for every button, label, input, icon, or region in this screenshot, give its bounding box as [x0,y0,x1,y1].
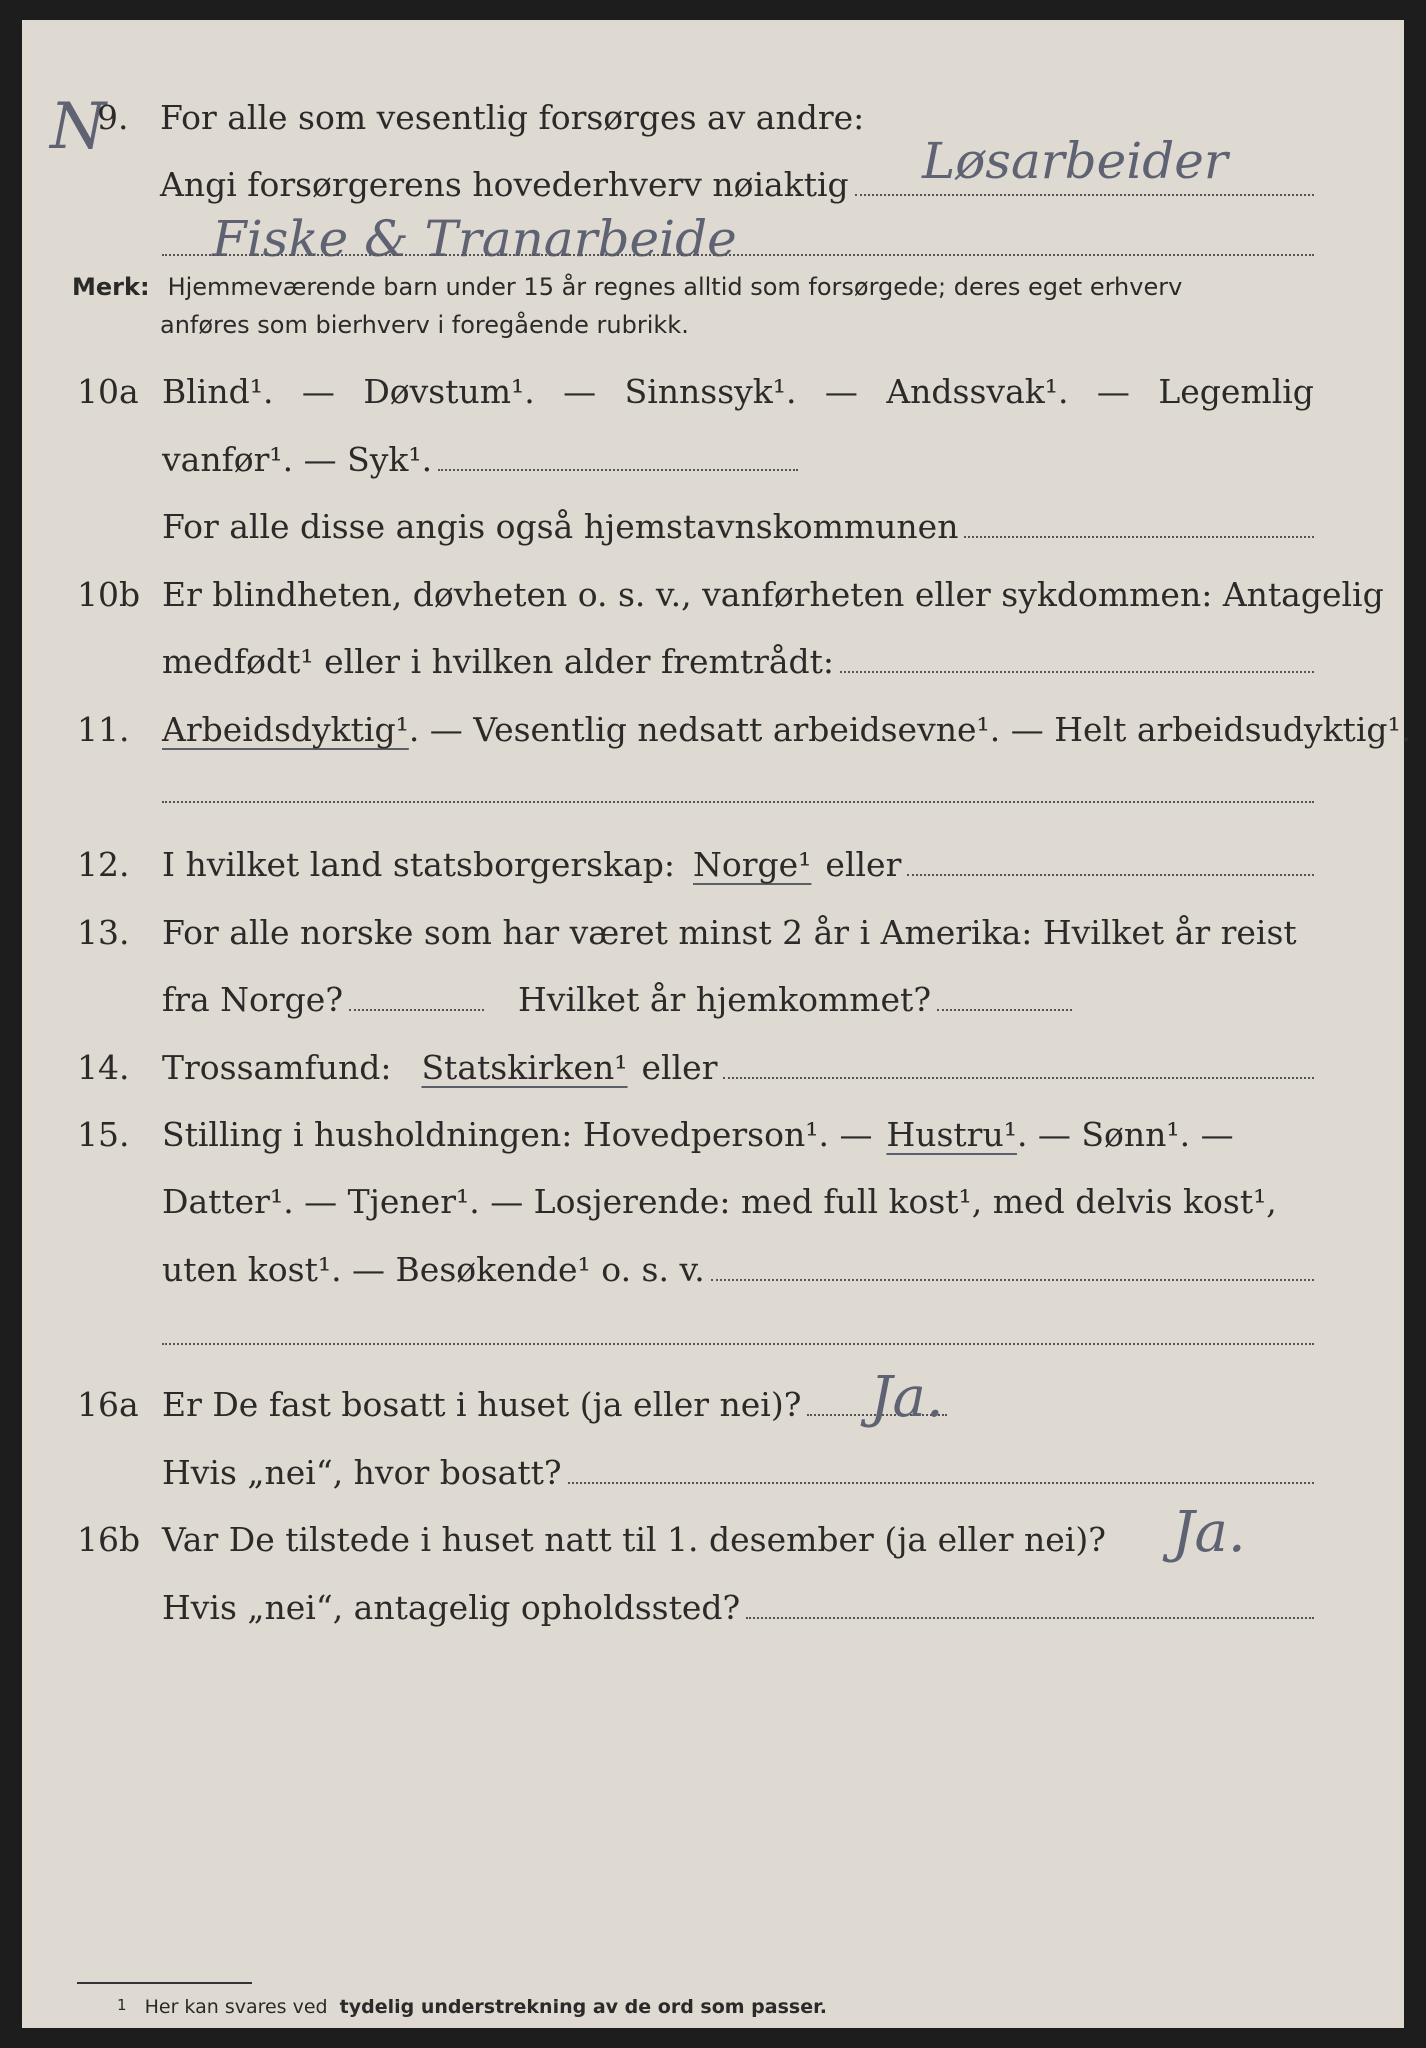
option-legemlig[interactable]: Legemlig [1158,372,1314,411]
answer-line [964,535,1314,538]
footnote-mark: 1 [117,1996,127,2014]
handwritten-answer[interactable]: Løsarbeider [922,132,1228,190]
question-number: 16a [77,1385,139,1424]
option-arbeidsdyktig-selected[interactable]: Arbeidsdyktig¹ [162,710,409,749]
question-number: 9. [97,98,129,137]
handwritten-answer[interactable]: Ja. [870,1365,944,1430]
dash: — [824,372,858,411]
option-list [162,372,1314,412]
dash: — [301,372,335,411]
option-statskirken-selected[interactable]: Statskirken¹ [421,1048,628,1087]
question-text: Var De tilstede i huset natt til 1. desember (ja eller nei)? [162,1520,1106,1559]
note-label: Merk: [72,273,150,301]
margin-handwritten-mark: N [50,90,106,164]
option-andssvak[interactable]: Andssvak¹. [886,372,1069,411]
question-text: For alle som vesentlig forsørges av andre: [160,98,865,137]
option-sinnssyk[interactable]: Sinnssyk¹. [624,372,797,411]
handwritten-answer[interactable]: Fiske & Tranarbeide [212,210,737,268]
question-text: Trossamfund: [162,1048,392,1087]
question-text: For alle norske som har været minst 2 år i Amerika: Hvilket år reist [162,913,1297,952]
answer-line [907,873,1314,876]
question-text: Hvis „nei“, hvor bosatt? [162,1453,562,1492]
question-text: Er De fast bosatt i huset (ja eller nei)? [162,1385,802,1424]
question-number: 16b [77,1520,141,1559]
option-blind[interactable]: Blind¹. [162,372,274,411]
answer-line [162,254,1314,256]
question-text: Hvis „nei“, antagelig opholdssted? [162,1588,741,1627]
note-text: anføres som bierhverv i foregående rubrikk. [160,311,689,339]
question-text: fra Norge? [162,980,344,1019]
question-number: 11. [77,710,130,749]
answer-line [840,670,1314,673]
note-text: Hjemmeværende barn under 15 år regnes alltid som forsørgede; deres eget erhverv [167,273,1183,301]
question-text: eller [641,1048,718,1087]
dash: — [1096,372,1130,411]
question-number: 10b [77,575,141,614]
question-text: For alle disse angis også hjemstavnskommunen [162,507,959,546]
question-number: 12. [77,845,130,884]
answer-line [746,1616,1314,1619]
answer-line [438,468,798,471]
footnote-text: Her kan svares ved [144,1996,328,2018]
question-text: Stilling i husholdningen: Hovedperson¹. — [162,1115,873,1154]
answer-line [162,1343,1314,1345]
question-text: . — Sønn¹. — [1016,1115,1234,1154]
answer-line [568,1481,1314,1484]
answer-line [711,1278,1314,1281]
question-text: eller [825,845,902,884]
question-text: I hvilket land statsborgerskap: [162,845,676,884]
question-text: medfødt¹ eller i hvilken alder fremtrådt: [162,642,835,681]
option-norge-selected[interactable]: Norge¹ [693,845,812,884]
question-text: . — Vesentlig nedsatt arbeidsevne¹. — Helt arbeidsudyktig¹. [408,710,1412,749]
question-text: Datter¹. — Tjener¹. — Losjerende: med full kost¹, med delvis kost¹, [162,1182,1277,1221]
question-text: uten kost¹. — Besøkende¹ o. s. v. [162,1250,705,1289]
footnote-divider [77,1982,252,1984]
answer-line [937,1008,1072,1011]
answer-line [723,1076,1314,1079]
question-number: 14. [77,1048,130,1087]
footnote-text-bold: tydelig understrekning av de ord som passer. [339,1996,827,2018]
question-text: Angi forsørgerens hovederhverv nøiaktig [160,165,849,204]
question-number: 15. [77,1115,130,1154]
option-dovstum[interactable]: Døvstum¹. [363,372,535,411]
census-form-page [22,20,1412,2028]
question-number: 13. [77,913,130,952]
note-block [72,268,1314,344]
option-hustru-selected[interactable]: Hustru¹ [886,1115,1017,1154]
question-text: Hvilket år hjemkommet? [518,980,932,1019]
question-text: Er blindheten, døvheten o. s. v., vanførheten eller sykdommen: Antagelig [162,575,1384,614]
answer-line [349,1008,484,1011]
footnote [117,1996,827,2018]
answer-line [855,193,1314,196]
answer-line [162,801,1314,803]
handwritten-answer[interactable]: Ja. [1172,1500,1246,1565]
dash: — [563,372,597,411]
question-number: 10a [77,372,139,411]
question-text: vanfør¹. — Syk¹. [162,440,433,479]
